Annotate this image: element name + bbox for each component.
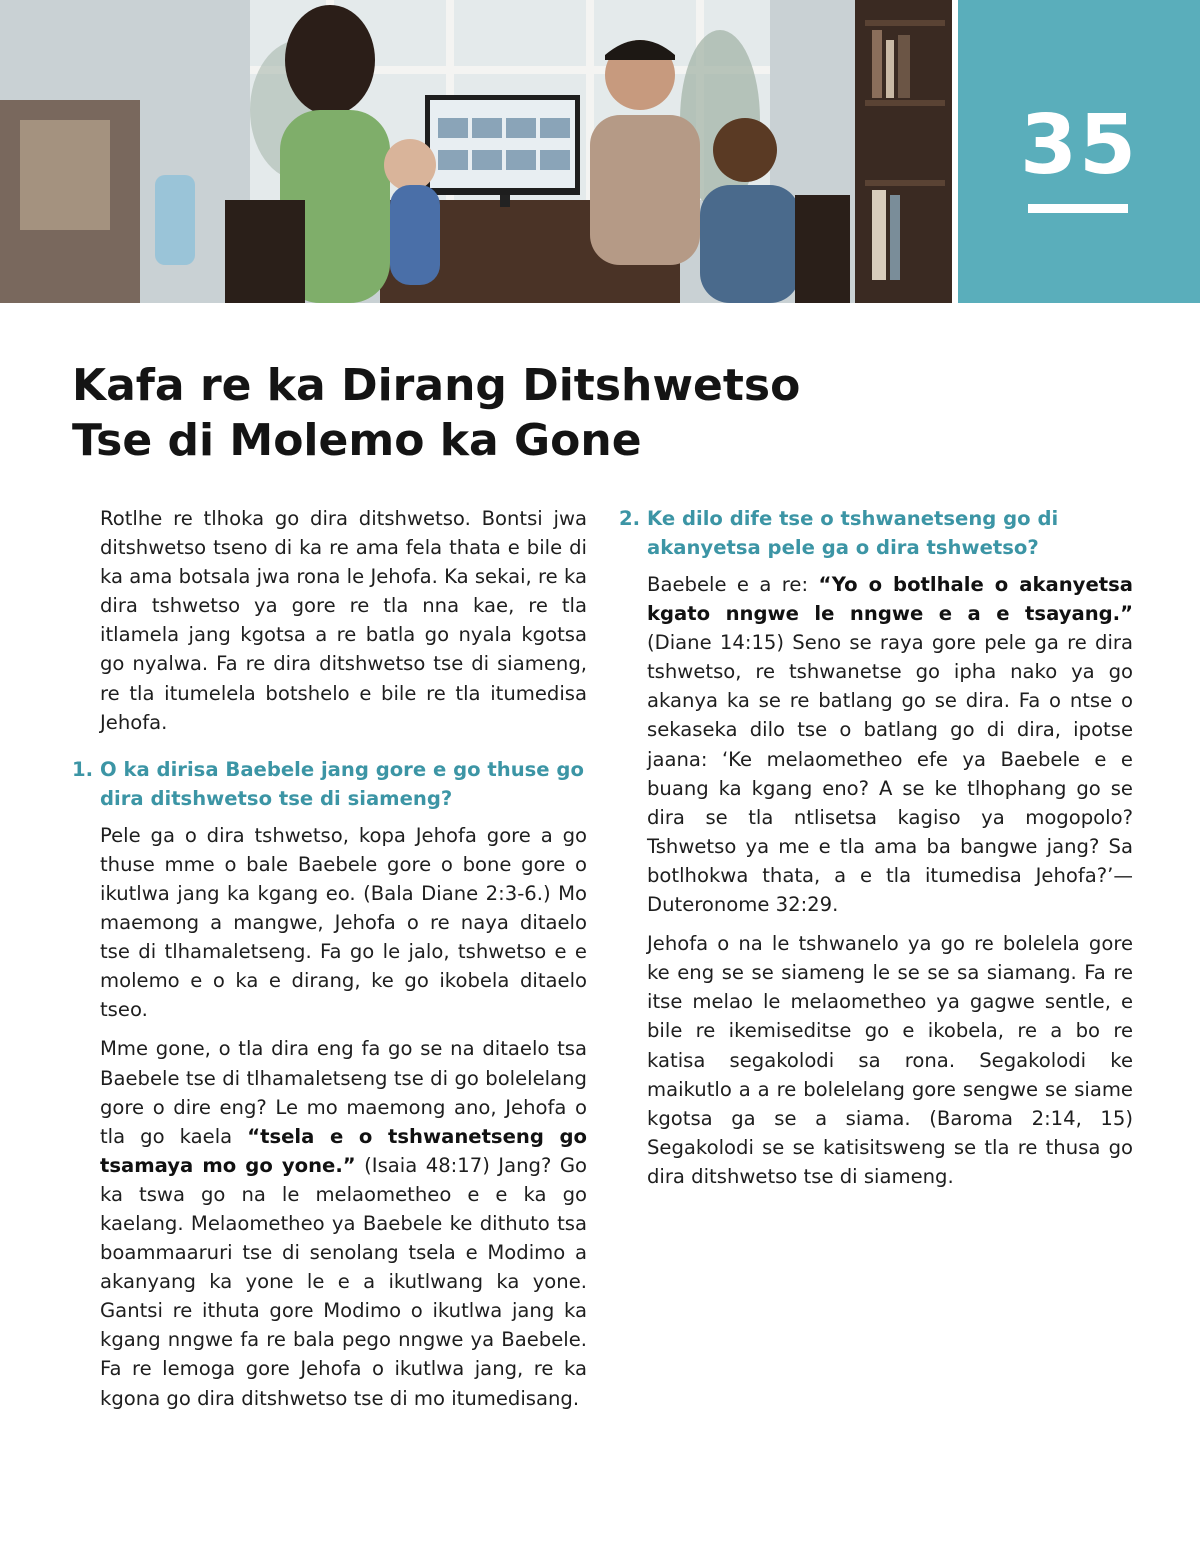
chapter-badge xyxy=(958,0,1200,303)
question-2-text: Ke dilo dife tse o tshwanetseng go di akanyetsa pele ga o dira tshwetso? xyxy=(647,507,1059,559)
chapter-underline xyxy=(1028,204,1128,213)
section-1-paragraph-1: Pele ga o dira tshwetso, kopa Jehofa gore a go thuse mme o bale Baebele gore o bone gore o ikutlwa jang ka kgang eo. (Bala Diane 2:3-6.) Mo maemong a mangwe, Jehofa o re naya ditaelo tse di tlhamaletseng. Fa go le jalo, tshwetso e e molemo e o ka e dirang, ke go ikobela ditaelo tseo. xyxy=(100,823,587,1022)
question-1-text: O ka dirisa Baebele jang gore e go thuse go dira ditshwetso tse di siameng? xyxy=(100,757,584,810)
right-column xyxy=(619,504,1133,1201)
page-title xyxy=(72,358,872,468)
section-1-p2-text-end: (Isaia 48:17) Jang? Go ka tswa go na le melaometheo e e ka go kaelang. Melaometheo ya Baebele ke dithuto tsa boammaaruri tse di senolang tsela e Modimo a akanyang ka yone le e a ikutlwang ka yone. Gantsi re ithuta gore Modimo o ikutlwa jang ka kgang nngwe fa re bala pego nngwe ya Baebele. Fa re lemoga gore Jehofa o ikutlwa jang, re ka kgona go dira ditshwetso tse di mo itumedisang. xyxy=(100,1153,588,1410)
scripture-quote-isaiah: “tsela e o tshwanetseng go tsamaya mo go yone.” xyxy=(100,1124,587,1177)
title-line-2: Tse di Molemo ka Gone xyxy=(72,415,642,466)
chapter-number: 35 xyxy=(1019,98,1139,193)
question-2 xyxy=(619,504,1133,562)
section-2-p1-text-start: Baebele e a re: xyxy=(647,573,819,596)
header-photo xyxy=(0,0,952,303)
title-line-1: Kafa re ka Dirang Ditshwetso xyxy=(72,360,801,411)
section-2-paragraph-1 xyxy=(647,570,1133,919)
section-1-p2-text-start: Mme gone, o tla dira eng fa go se na ditaelo tsa Baebele tse di tlhamaletseng tse di go bolelelang gore o dire eng? Le mo maemong ano, Jehofa o tla go kaela xyxy=(100,1037,587,1148)
question-2-number: 2. xyxy=(619,507,641,530)
section-1-paragraph-2 xyxy=(100,1034,587,1412)
question-1-number: 1. xyxy=(72,757,94,781)
question-1 xyxy=(72,755,587,813)
left-column xyxy=(72,504,588,1423)
section-2-paragraph-2: Jehofa o na le tshwanelo ya go re bolelela gore ke eng se se siameng le se se sa siamang. Fa re itse melao le melaometheo ya gagwe sentle, e bile re ikemiseditse go e ikobela, re a bo re katisa segakolodi sa rona. Segakolodi ke maikutlo a a re bolelelang gore sengwe se siame kgotsa ga se a siama. (Baroma 2:14, 15) Segakolodi se se katisitsweng se tla re thusa go dira ditshwetso tse di siameng. xyxy=(647,932,1133,1188)
family-at-computer-photo xyxy=(0,0,952,303)
scripture-quote-proverbs: “Yo o botlhale o akanyetsa kgato nngwe le nngwe e a e tsayang.” xyxy=(647,573,1133,626)
intro-paragraph: Rotlhe re tlhoka go dira ditshwetso. Bontsi jwa ditshwetso tseno di ka re ama fela thata e bile di ka ama botsala jwa rona le Jehofa. Ka sekai, re ka dira tshwetso ya gore re tla nna kae, re tla itlamela jang kgotsa a re batla go nyala kgotsa go nyalwa. Fa re dira ditshwetso tse di siameng, re tla itumelela botshelo e bile re tla itumedisa Jehofa. xyxy=(100,507,587,734)
section-2-p1-text-end: (Diane 14:15) Seno se raya gore pele ga re dira tshwetso, re tshwanetse go ipha nako ya go akanya ka se re batlang go se dira. Fa o ntse o sekaseka dilo tse o batlang go di dira, ipotse jaana: ‘Ke melaometheo efe ya Baebele e e buang ka kgang eno? A se ke tlhophang go se dira se tla ntlisetsa kagiso ya mogopolo? Tshwetso ya me e tla ama ba bangwe jang? Sa botlhokwa thata, a e tla itumedisa Jehofa?’—Duteronome 32:29. xyxy=(647,631,1133,917)
